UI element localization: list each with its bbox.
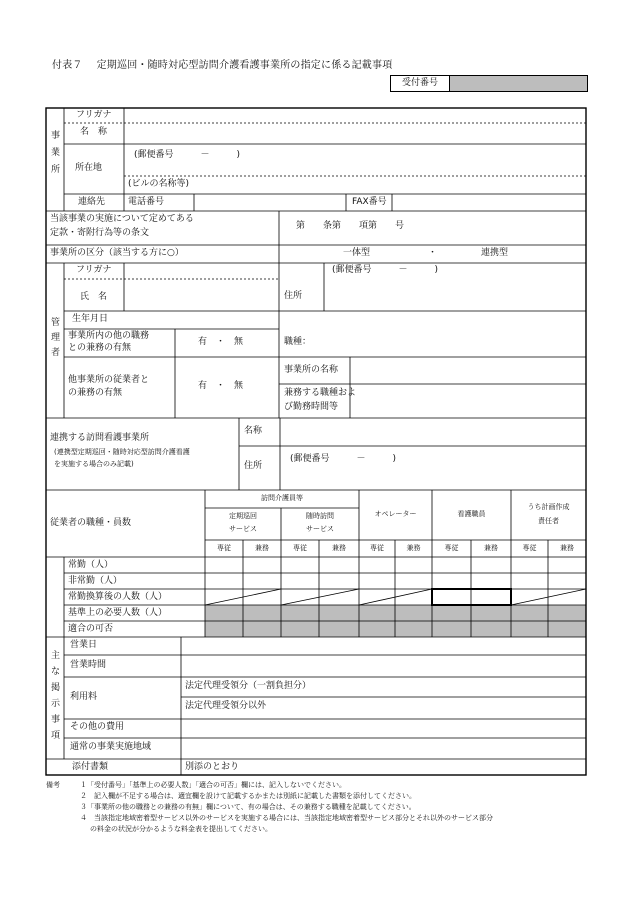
linked-nursing-postal-code: (郵便番号 － ) xyxy=(290,454,397,464)
business-hours-label: 営業時間 xyxy=(70,660,107,670)
remark-3: ３「事業所の他の職務との兼務の有無」欄について、有の場合は、その兼務する職種を記載してください。 xyxy=(80,803,416,811)
remark-1: １「受付番号」「基準上の必要人数」「適合の可否」欄には、記入しないでください。 xyxy=(80,781,346,789)
staff-concurrent-col: 兼務 xyxy=(255,544,269,552)
form-title-text: 定期巡回・随時対応型訪問介護看護事業所の指定に係る記載事項 xyxy=(96,60,393,71)
office-category-label: 事業所の区分（該当する方に○） xyxy=(50,248,184,258)
staff-row-compliance: 適合の可否 xyxy=(68,624,114,634)
manager-concurrent-q1-line1: 事業所内の他の職務 xyxy=(68,331,150,341)
notices-section-label: 主な掲示事項 xyxy=(51,651,61,741)
fee-statutory-label: 法定代理受領分（一割負担分） xyxy=(185,681,312,691)
staff-fulltime-col: 専従 xyxy=(444,544,459,552)
other-office-name-label: 事業所の名称 xyxy=(284,365,339,375)
manager-concurrent-q1-yesno[interactable]: 有 ・ 無 xyxy=(198,337,244,347)
office-tel-label: 電話番号 xyxy=(128,197,165,207)
staff-ondemand-header-line1: 随時訪問 xyxy=(306,512,334,520)
other-job-label-line1: 兼務する職種およ xyxy=(284,388,357,398)
category-separator: ・ xyxy=(428,248,438,258)
staff-periodic-header-line2: サービス xyxy=(229,525,257,533)
manager-concurrent-q2-yesno[interactable]: 有 ・ 無 xyxy=(198,381,244,391)
fee-label: 利用料 xyxy=(70,692,98,702)
manager-furigana-label: フリガナ xyxy=(76,265,112,275)
staff-concurrent-col: 兼務 xyxy=(406,544,421,552)
rules-article-value: 第 条第 項第 号 xyxy=(296,221,405,231)
category-option-linked[interactable]: 連携型 xyxy=(481,248,509,258)
office-contact-label: 連絡先 xyxy=(78,197,106,207)
staff-row-required: 基準上の必要人数（人） xyxy=(68,608,168,618)
staff-concurrent-col: 兼務 xyxy=(332,544,346,552)
remarks-head: 備考 xyxy=(46,781,60,789)
staff-concurrent-col: 兼務 xyxy=(484,544,498,552)
rules-label-line1: 当該事業の実施について定めてある xyxy=(50,214,194,224)
linked-nursing-label: 連携する訪問看護事業所 xyxy=(50,433,150,443)
staff-periodic-header-line1: 定期巡回 xyxy=(229,512,257,520)
staff-concurrent-col: 兼務 xyxy=(560,544,574,552)
linked-nursing-name-label: 名称 xyxy=(244,426,263,436)
attachments-label: 添付書類 xyxy=(72,762,109,772)
manager-concurrent-q2-line1: 他事業所の従業者と xyxy=(68,375,150,385)
manager-name-label: 氏 名 xyxy=(80,292,108,302)
linked-nursing-note-line1: (連携型定期巡回・随時対応型訪問介護看護 xyxy=(54,448,190,456)
fee-other-label: 法定代理受領分以外 xyxy=(185,701,267,711)
staff-home-helper-header: 訪問介護員等 xyxy=(261,494,303,502)
business-days-label: 営業日 xyxy=(70,640,98,650)
staff-planner-header-line2: 責任者 xyxy=(538,517,559,525)
remarks xyxy=(46,780,493,835)
staff-row-parttime: 非常勤（人） xyxy=(68,576,123,586)
office-building-name: (ビルの名称等) xyxy=(128,179,190,189)
office-fax-label: FAX番号 xyxy=(352,197,387,207)
other-costs-label: その他の費用 xyxy=(70,722,125,732)
office-section-label: 事業所 xyxy=(51,131,61,175)
form-number: 付表７ xyxy=(52,60,83,71)
manager-concurrent-q1-line2: との兼務の有無 xyxy=(68,343,132,353)
staff-ondemand-header-line2: サービス xyxy=(306,525,334,533)
remark-4-line1: ４ 当該指定地域密着型サービス以外のサービスを実施する場合には、当該指定地域密着型サービス部分とそれ以外のサービス部分 xyxy=(80,814,493,822)
manager-address-label: 住所 xyxy=(284,291,303,301)
remark-4-line2: の料金の状況が分かるような料金表を提出してください。 xyxy=(90,825,272,833)
office-postal-code: (郵便番号 － ) xyxy=(134,150,241,160)
manager-postal-code: (郵便番号 － ) xyxy=(332,265,439,275)
staff-fulltime-col: 専従 xyxy=(370,544,384,552)
staff-fulltime-col: 専従 xyxy=(217,544,231,552)
manager-job-label: 職種： xyxy=(284,337,312,347)
category-option-integrated[interactable]: 一体型 xyxy=(343,248,371,258)
other-job-label-line2: び勤務時間等 xyxy=(284,402,339,412)
office-name-label: 名 称 xyxy=(80,127,108,137)
staff-fulltime-col: 専従 xyxy=(522,544,537,552)
staff-row-fulltime: 常勤（人） xyxy=(68,560,114,570)
manager-birthdate-label: 生年月日 xyxy=(72,314,109,324)
linked-nursing-note-line2: を実施する場合のみ記載) xyxy=(54,460,134,468)
staff-planner-header-line1: うち計画作成 xyxy=(527,503,570,511)
staff-row-fte: 常勤換算後の人数（人） xyxy=(68,592,168,602)
remark-2: ２ 記入欄が不足する場合は、適宜欄を設けて記載するかまたは別紙に記載した書類を添付してください。 xyxy=(80,792,416,800)
linked-nursing-address-label: 住所 xyxy=(244,461,263,471)
manager-concurrent-q2-line2: の兼務の有無 xyxy=(68,388,123,398)
office-furigana-label: フリガナ xyxy=(76,110,112,120)
service-area-label: 通常の事業実施地域 xyxy=(70,742,152,752)
attachments-value: 別添のとおり xyxy=(185,762,240,772)
staff-fulltime-col: 専従 xyxy=(293,544,307,552)
staff-operator-header: オペレーター xyxy=(374,510,417,518)
office-address-label: 所在地 xyxy=(75,163,103,173)
receipt-number-label: 受付番号 xyxy=(391,76,450,91)
staff-nurse-header: 看護職員 xyxy=(457,510,486,518)
manager-section-label: 管理者 xyxy=(51,318,61,358)
staff-count-label: 従業者の職種・員数 xyxy=(50,518,132,528)
rules-label-line2: 定款・寄附行為等の条文 xyxy=(50,228,150,238)
